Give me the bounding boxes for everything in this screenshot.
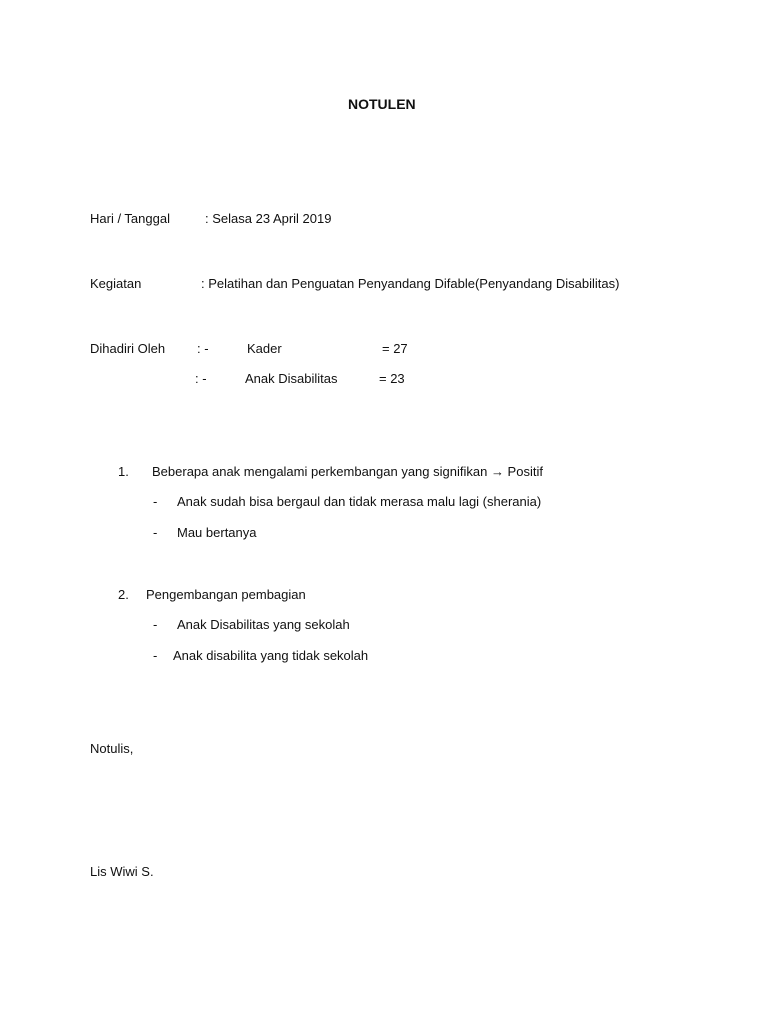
- list-item-text: Beberapa anak mengalami perkembangan yang signifikan → Positif: [152, 464, 543, 479]
- field-value-hari-tanggal: : Selasa 23 April 2019: [205, 211, 332, 226]
- attendance-marker: : -: [197, 341, 209, 356]
- sub-item-text: Anak sudah bisa bergaul dan tidak merasa malu lagi (sherania): [177, 494, 542, 509]
- attendance-name: Kader: [247, 341, 282, 356]
- document-title: NOTULEN: [348, 96, 416, 112]
- attendance-count: = 23: [379, 371, 405, 386]
- attendance-marker: : -: [195, 371, 207, 386]
- field-label-dihadiri: Dihadiri Oleh: [90, 341, 166, 356]
- sub-item-text: Mau bertanya: [177, 525, 257, 540]
- sub-item-dash: -: [153, 617, 158, 632]
- list-item-number: 2.: [118, 587, 129, 602]
- list-item-text: Pengembangan pembagian: [146, 587, 306, 602]
- sub-item-dash: -: [153, 525, 158, 540]
- field-value-kegiatan: : Pelatihan dan Penguatan Penyandang Difable(Penyandang Disabilitas): [201, 276, 620, 291]
- sub-item-dash: -: [153, 494, 158, 509]
- sub-item-dash: -: [153, 648, 158, 663]
- attendance-count: = 27: [382, 341, 408, 356]
- signature-label: Notulis,: [90, 741, 134, 756]
- list-item-number: 1.: [118, 464, 129, 479]
- signature-name: Lis Wiwi S.: [90, 864, 154, 879]
- field-label-hari-tanggal: Hari / Tanggal: [90, 211, 170, 226]
- field-label-kegiatan: Kegiatan: [90, 276, 142, 291]
- sub-item-text: Anak disabilita yang tidak sekolah: [173, 648, 369, 663]
- sub-item-text: Anak Disabilitas yang sekolah: [177, 617, 350, 632]
- attendance-name: Anak Disabilitas: [245, 371, 338, 386]
